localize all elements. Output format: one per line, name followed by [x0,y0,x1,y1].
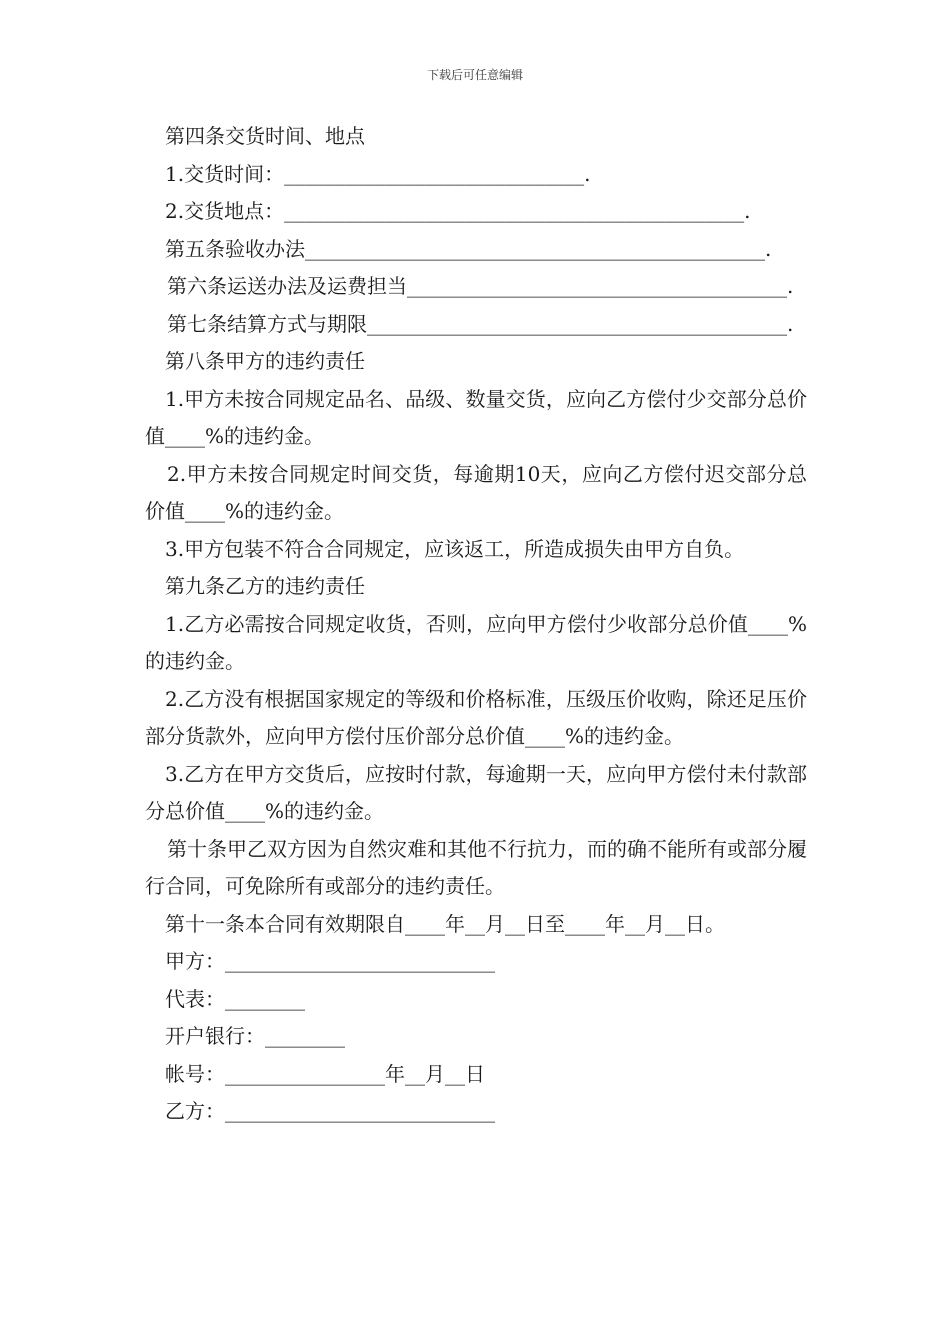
article-5-line: 第五条验收办法______________________________________________. [165,236,772,261]
article-9-item-2: 2.乙方没有根据国家规定的等级和价格标准，压级压价收购，除还足压价部分货款外，应向甲方偿付压价部分总价值____%的违约金。 [145,686,807,748]
article-8-item-1: 1.甲方未按合同规定品名、品级、数量交货，应向乙方偿付少交部分总价值____%的违约金。 [145,386,807,448]
delivery-time-line: 1.交货时间：______________________________. [165,161,591,186]
article-8-item-2: 2.甲方未按合同规定时间交货，每逾期10天，应向乙方偿付迟交部分总价值____%的违约金。 [145,461,807,523]
party-b-line: 乙方：___________________________ [165,1099,495,1123]
delivery-place-line: 2.交货地点：______________________________________________. [165,199,751,223]
article-8-heading: 第八条甲方的违约责任 [165,349,365,373]
party-a-line: 甲方：___________________________ [165,949,495,973]
article-10-line: 第十条甲乙双方因为自然灾难和其他不行抗力，而的确不能所有或部分履行合同，可免除所有或部分的违约责任。 [145,836,807,898]
article-9-item-3: 3.乙方在甲方交货后，应按时付款，每逾期一天，应向甲方偿付未付款部分总价值____%的违约金。 [145,761,807,823]
article-8-item-3: 3.甲方包装不符合合同规定，应该返工，所造成损失由甲方自负。 [165,536,745,561]
article-9-item-1: 1.乙方必需按合同规定收货，否则，应向甲方偿付少收部分总价值____%的违约金。 [145,611,807,673]
contract-body [145,118,807,1131]
article-6-line: 第六条运送办法及运费担当______________________________________. [167,274,794,298]
page-header: 下载后可任意编辑 [426,68,523,82]
article-4-heading: 第四条交货时间、地点 [165,124,365,148]
article-7-line: 第七条结算方式与期限__________________________________________. [167,311,794,336]
account-line: 帐号：________________年__月__日 [165,1061,485,1086]
article-11-line: 第十一条本合同有效期限自____年__月__日至____年__月__日。 [165,911,725,936]
representative-line: 代表：________ [165,986,305,1011]
bank-line: 开户银行：________ [165,1024,345,1048]
article-9-heading: 第九条乙方的违约责任 [165,574,365,598]
